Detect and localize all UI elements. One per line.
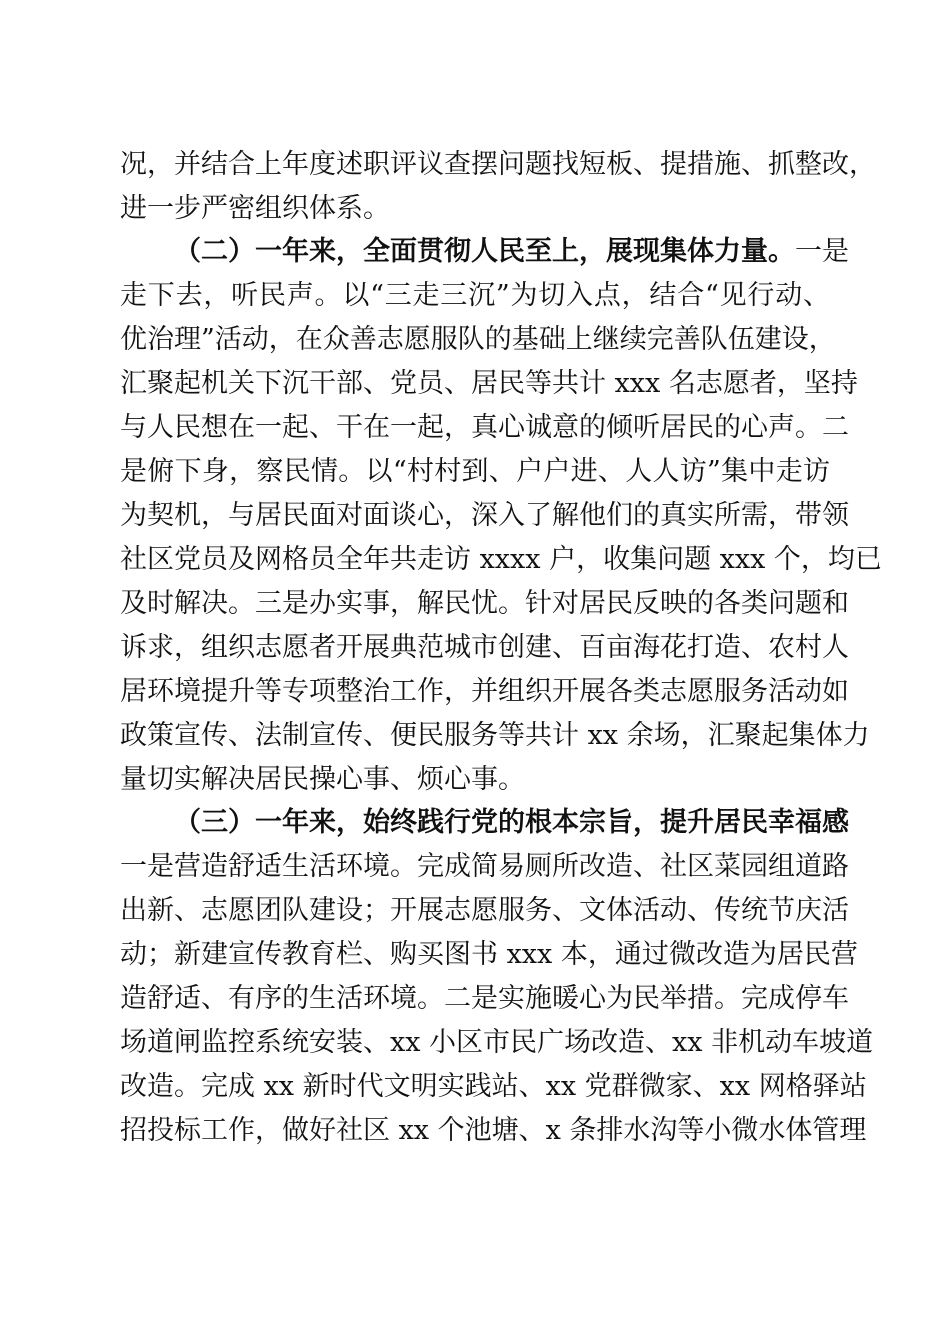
text-line: 汇聚起机关下沉干部、党员、居民等共计 xxx 名志愿者，坚持 [120,368,858,399]
text-line: 动；新建宣传教育栏、购买图书 xxx 本，通过微改造为居民营 [120,939,858,970]
section-heading-3: （三）一年来，始终践行党的根本宗旨，提升居民幸福感 [174,807,849,838]
text-line: 况，并结合上年度述职评议查摆问题找短板、提措施、抓整改， [120,149,876,180]
text-line: 量切实解决居民操心事、烦心事。 [120,764,525,795]
text-line: 优治理”活动，在众善志愿服队的基础上继续完善队伍建设， [120,324,836,355]
text-line: 招投标工作，做好社区 xx 个池塘、x 条排水沟等小微水体管理 [120,1115,867,1146]
section-heading-2-rest: 一是 [795,236,849,267]
text-line: 是俯下身，察民情。以“村村到、户户进、人人访”集中走访 [120,456,830,487]
text-line: 为契机，与居民面对面谈心，深入了解他们的真实所需，带领 [120,500,849,531]
text-line: 与人民想在一起、干在一起，真心诚意的倾听居民的心声。二 [120,412,849,443]
text-line: 出新、志愿团队建设；开展志愿服务、文体活动、传统节庆活 [120,895,849,926]
section-heading-2 [174,232,849,272]
text-line: 走下去，听民声。以“三走三沉”为切入点，结合“见行动、 [120,280,830,311]
text-line: 诉求，组织志愿者开展典范城市创建、百亩海花打造、农村人 [120,632,849,663]
text-line: 一是营造舒适生活环境。完成简易厕所改造、社区菜园组道路 [120,851,849,882]
text-line: 居环境提升等专项整治工作，并组织开展各类志愿服务活动如 [120,676,849,707]
text-line: 及时解决。三是办实事，解民忧。针对居民反映的各类问题和 [120,588,849,619]
text-line: 社区党员及网格员全年共走访 xxxx 户，收集问题 xxx 个，均已 [120,544,882,575]
text-line: 造舒适、有序的生活环境。二是实施暖心为民举措。完成停车 [120,983,849,1014]
text-line: 进一步严密组织体系。 [120,193,390,224]
section-heading-2-bold: （二）一年来，全面贯彻人民至上，展现集体力量。 [174,236,795,267]
text-line: 改造。完成 xx 新时代文明实践站、xx 党群微家、xx 网格驿站 [120,1071,867,1102]
text-line: 场道闸监控系统安装、xx 小区市民广场改造、xx 非机动车坡道 [120,1027,874,1058]
text-line: 政策宣传、法制宣传、便民服务等共计 xx 余场，汇聚起集体力 [120,720,870,751]
